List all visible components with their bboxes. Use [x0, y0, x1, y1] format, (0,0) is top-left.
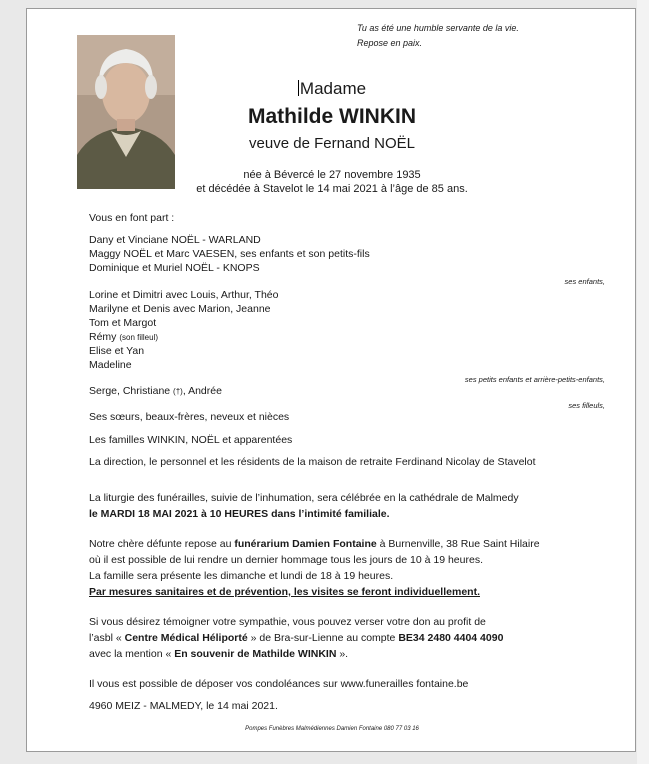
liturgy-line-1: La liturgie des funérailles, suivie de l’inhumation, sera célébrée en la cathédrale de Malmedy	[89, 492, 519, 504]
liturgy-line-2: le MARDI 18 MAI 2021 à 10 HEURES dans l’intimité familiale.	[89, 508, 390, 520]
grandchild-line-1: Lorine et Dimitri avec Louis, Arthur, Théo	[89, 289, 279, 301]
siblings-line: Ses sœurs, beaux-frères, neveux et nièces	[89, 411, 290, 423]
quote-line-2: Repose en paix.	[357, 38, 423, 48]
footer-funeral-home: Pompes Funèbres Malmédiennes Damien Fontaine 080 77 03 16	[245, 726, 419, 732]
title-madame: Madame	[299, 79, 367, 98]
children-note: ses enfants,	[564, 277, 605, 286]
child-line-2: Maggy NOËL et Marc VAESEN, ses enfants et son petits-fils	[89, 248, 370, 260]
godchildren-note: ses filleuls,	[568, 401, 605, 410]
obituary-page	[26, 8, 636, 752]
direction-line: La direction, le personnel et les résidents de la maison de retraite Ferdinand Nicolay de Stavelot	[89, 456, 536, 468]
grandchild-line-2: Marilyne et Denis avec Marion, Jeanne	[89, 303, 271, 315]
grandchild-line-4: Elise et Yan	[89, 345, 145, 357]
donation-line-1: Si vous désirez témoigner votre sympathie, vous pouvez verser votre don au profit de	[89, 616, 486, 628]
death-info: et décédée à Stavelot le 14 mai 2021 à l’âge de 85 ans.	[196, 183, 468, 195]
rest-line-1: Notre chère défunte repose au funérarium Damien Fontaine à Burnenville, 38 Rue Saint Hilaire	[89, 538, 540, 550]
place-date: 4960 MEIZ - MALMEDY, le 14 mai 2021.	[89, 700, 278, 712]
birth-info: née à Bévercé le 27 novembre 1935	[243, 169, 421, 181]
rest-line-2: où il est possible de lui rendre un dernier hommage tous les jours de 10 à 19 heures.	[89, 554, 483, 566]
condolences-line: Il vous est possible de déposer vos condoléances sur www.funerailles fontaine.be	[89, 678, 469, 690]
grandchild-line-3: Tom et Margot	[89, 317, 157, 329]
deceased-name: Mathilde WINKIN	[248, 105, 416, 128]
families-line: Les familles WINKIN, NOËL et apparentées	[89, 434, 293, 446]
grandchildren-note: ses petits enfants et arrière-petits-enfants,	[464, 375, 605, 384]
scrollbar[interactable]	[637, 0, 649, 764]
donation-line-3: avec la mention « En souvenir de Mathilde WINKIN ».	[89, 648, 349, 660]
quote-line-1: Tu as été une humble servante de la vie.	[357, 23, 519, 33]
child-line-1: Dany et Vinciane NOËL - WARLAND	[89, 234, 261, 246]
donation-line-2: l’asbl « Centre Médical Héliporté » de Bra-sur-Lienne au compte BE34 2480 4404 4090	[89, 632, 504, 644]
rest-line-3: La famille sera présente les dimanche et lundi de 18 à 19 heures.	[89, 570, 394, 582]
widow-of: veuve de Fernand NOËL	[249, 135, 415, 152]
child-line-3: Dominique et Muriel NOËL - KNOPS	[89, 262, 260, 274]
text-cursor	[298, 80, 299, 96]
godchildren-line: Serge, Christiane (†), Andrée	[89, 385, 222, 397]
rest-line-4: Par mesures sanitaires et de prévention, les visites se feront individuellement.	[89, 586, 480, 598]
intro-text: Vous en font part :	[89, 212, 175, 224]
grandchild-line-remy: Rémy (son filleul)	[89, 331, 159, 343]
grandchild-line-5: Madeline	[89, 359, 132, 371]
